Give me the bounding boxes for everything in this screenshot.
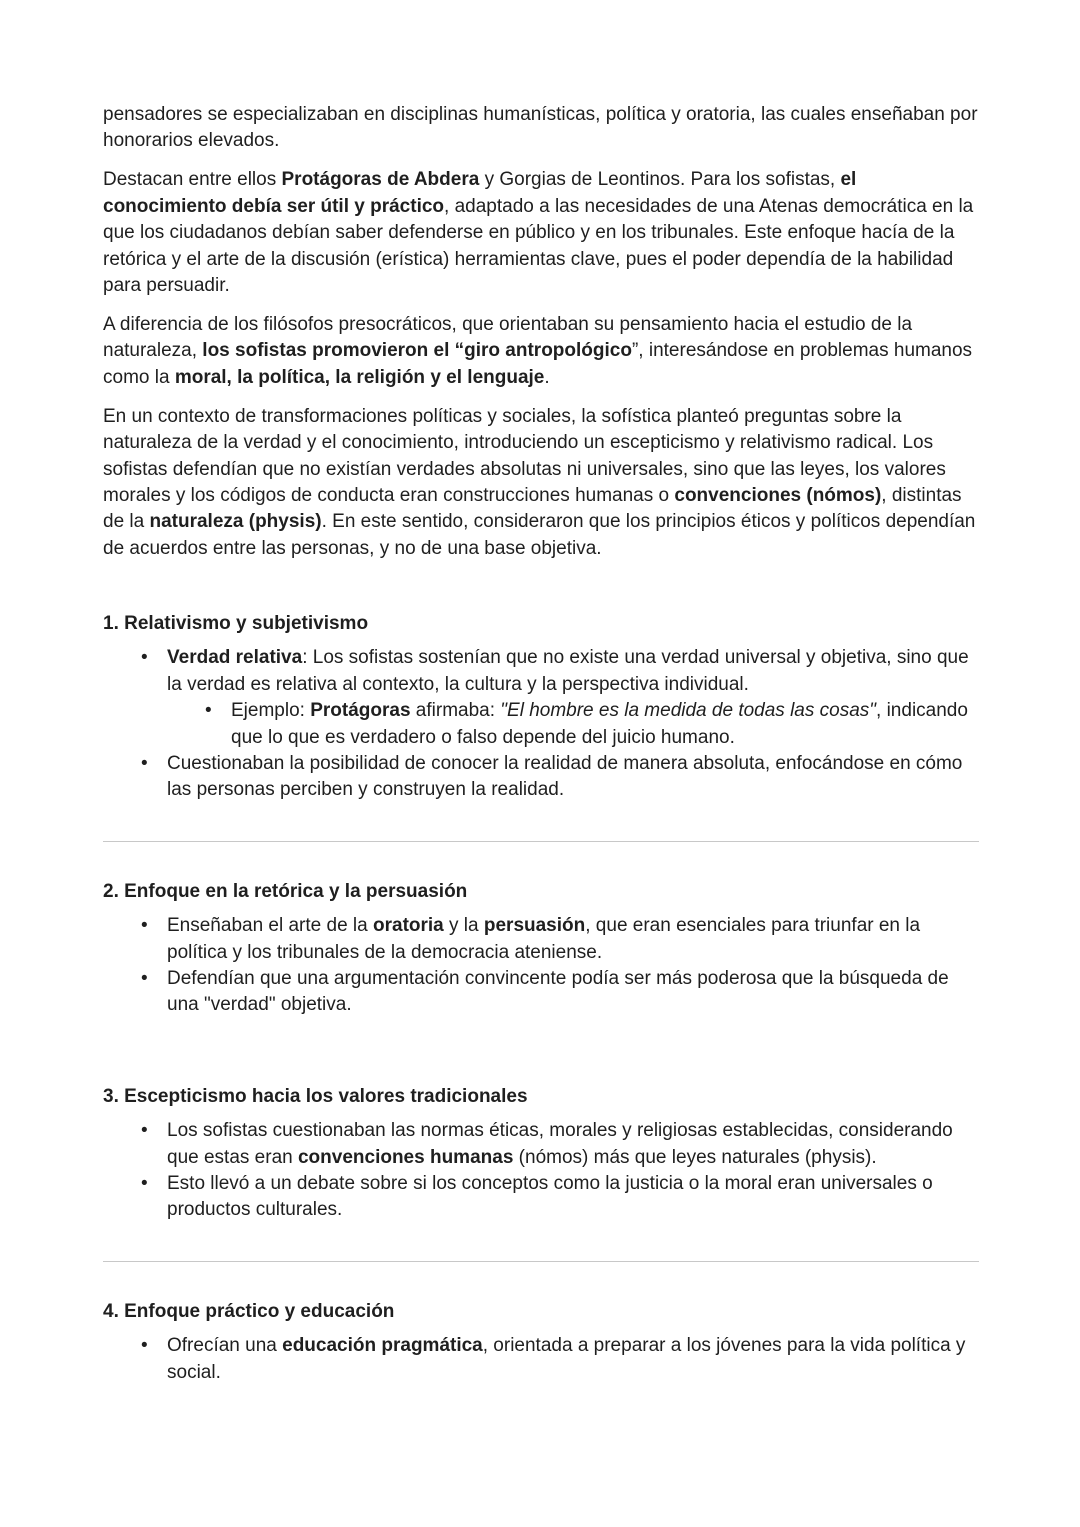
bold-text: naturaleza (physis) [149, 511, 322, 533]
list-item [103, 1171, 979, 1224]
section-heading: 4. Enfoque práctico y educación [103, 1300, 395, 1322]
spacer [103, 1019, 979, 1084]
text-run: . [544, 366, 550, 388]
text-run: En un contexto de transformaciones políticas y sociales, la sofística planteó preguntas sobre la naturaleza de la verdad y el conocimiento, introduciendo un escepticismo y relativismo radical. Los sofistas defendían que no existían verdades absolutas ni universales, sino que las leyes, los valores morales y los códigos de conducta eran construcciones humanas o [103, 405, 946, 507]
text-run: . En este sentido, consideraron que los principios éticos y políticos dependían de acuerdos entre las personas, y no de una base objetiva. [103, 511, 976, 559]
sub-bullet-list [103, 698, 979, 751]
bold-text: convenciones humanas [297, 1146, 514, 1168]
bold-text: educación pragmática [282, 1335, 483, 1357]
bold-text: los sofistas promovieron el “giro antropológico [202, 340, 632, 362]
list-item [103, 966, 979, 1019]
bullet-list [103, 1333, 979, 1386]
bold-text: moral, la política, la religión y el lenguaje [174, 366, 545, 388]
text-run: (nómos) más que leyes naturales (physis). [513, 1146, 877, 1168]
text-run: Los sofistas cuestionaban las normas éticas, morales y religiosas establecidas, considerando que estas eran [167, 1120, 953, 1168]
section-divider [103, 841, 979, 842]
document-page [103, 102, 979, 1386]
paragraph [103, 404, 979, 562]
paragraph [103, 312, 979, 391]
text-run: y Gorgias de Leontinos. Para los sofistas, [479, 169, 841, 191]
text-run: Ofrecían una [167, 1335, 283, 1357]
bold-text: Protágoras de Abdera [281, 169, 480, 191]
text-run: , distintas de la [103, 485, 962, 533]
sub-list-item [167, 698, 979, 751]
section-heading: 2. Enfoque en la retórica y la persuasión [103, 880, 468, 902]
text-run: Cuestionaban la posibilidad de conocer la realidad de manera absoluta, enfocándose en cómo las personas perciben y construyen la realidad. [167, 752, 963, 801]
text-run: Defendían que una argumentación convincente podía ser más poderosa que la búsqueda de una "verdad" objetiva. [167, 967, 949, 1016]
section-heading: 1. Relativismo y subjetivismo [103, 612, 369, 634]
bullet-list [103, 1118, 979, 1224]
list-item [103, 913, 979, 966]
paragraph [103, 167, 979, 299]
text-run: Esto llevó a un debate sobre si los conceptos como la justicia o la moral eran universales o productos culturales. [167, 1172, 933, 1221]
text-run: ”, interesándose en problemas humanos como la [103, 340, 973, 388]
text-run: afirmaba: [410, 700, 501, 722]
text-run: , que eran esenciales para triunfar en la política y los tribunales de la democracia ateniense. [167, 915, 921, 963]
section-heading: 3. Escepticismo hacia los valores tradicionales [103, 1085, 528, 1107]
text-run: , indicando que lo que es verdadero o falso depende del juicio humano. [231, 700, 968, 748]
bold-text: persuasión [483, 915, 586, 937]
list-item [103, 645, 979, 751]
text-run: : Los sofistas sostenían que no existe una verdad universal y objetiva, sino que la verdad es relativa al contexto, la cultura y la perspectiva individual. [167, 647, 969, 695]
list-item [103, 1333, 979, 1386]
bullet-list [103, 645, 979, 803]
bold-text: convenciones (nómos) [674, 485, 882, 507]
italic-quote: "El hombre es la medida de todas las cosas" [500, 700, 877, 722]
text-run: A diferencia de los filósofos presocráticos, que orientaban su pensamiento hacia el estudio de la naturaleza, [103, 314, 913, 362]
text-run: y la [443, 915, 484, 937]
bold-text: Protágoras [310, 700, 411, 722]
text-run: , adaptado a las necesidades de una Atenas democrática en la que los ciudadanos debían saber defenderse en público y en los tribunales. Este enfoque hacía de la retórica y el arte de la discusión (erística) herramientas clave, pues el poder dependía de la habilidad para persuadir. [103, 195, 974, 297]
spacer [103, 575, 979, 611]
list-item [103, 751, 979, 804]
bold-text: oratoria [373, 915, 444, 937]
text-run: Enseñaban el arte de la [167, 915, 373, 937]
text-run: pensadores se especializaban en disciplinas humanísticas, política y oratoria, las cuales enseñaban por honorarios elevados. [103, 104, 978, 152]
text-run: , orientada a preparar a los jóvenes para la vida política y social. [167, 1335, 966, 1383]
bold-text: Verdad relativa [167, 647, 303, 669]
bold-text: el conocimiento debía ser útil y práctico [103, 169, 857, 217]
bullet-list [103, 913, 979, 1019]
paragraph [103, 102, 979, 155]
text-run: Destacan entre ellos [103, 169, 282, 191]
list-item [103, 1118, 979, 1171]
text-run: Ejemplo: [231, 700, 311, 722]
section-divider [103, 1261, 979, 1262]
